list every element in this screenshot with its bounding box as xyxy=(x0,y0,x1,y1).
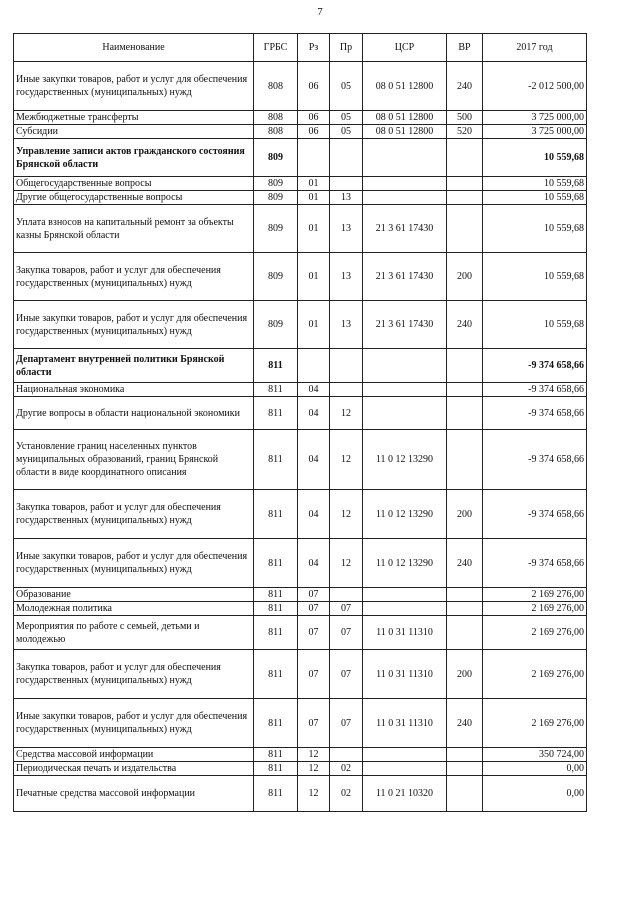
cell-vr xyxy=(447,588,483,602)
cell-name: Субсидии xyxy=(14,125,254,139)
cell-csr xyxy=(363,588,447,602)
cell-csr xyxy=(363,383,447,397)
cell-csr xyxy=(363,397,447,430)
cell-vr xyxy=(447,191,483,205)
cell-grbs: 811 xyxy=(254,490,298,539)
cell-amount: 10 559,68 xyxy=(483,301,587,349)
cell-grbs: 811 xyxy=(254,539,298,588)
cell-grbs: 811 xyxy=(254,699,298,748)
cell-rz: 04 xyxy=(298,397,330,430)
cell-amount: 2 169 276,00 xyxy=(483,650,587,699)
cell-name: Молодежная политика xyxy=(14,602,254,616)
cell-vr xyxy=(447,397,483,430)
cell-name: Управление записи актов гражданского состояния Брянской области xyxy=(14,139,254,177)
cell-csr xyxy=(363,602,447,616)
cell-grbs: 809 xyxy=(254,139,298,177)
cell-vr: 200 xyxy=(447,253,483,301)
table-row xyxy=(14,191,587,205)
cell-amount: 2 169 276,00 xyxy=(483,699,587,748)
cell-amount: -9 374 658,66 xyxy=(483,349,587,383)
cell-name: Образование xyxy=(14,588,254,602)
cell-rz: 01 xyxy=(298,205,330,253)
cell-name: Иные закупки товаров, работ и услуг для обеспечения государственных (муниципальных) нужд xyxy=(14,699,254,748)
cell-vr: 240 xyxy=(447,539,483,588)
cell-grbs: 811 xyxy=(254,602,298,616)
cell-rz: 04 xyxy=(298,430,330,490)
cell-amount: -2 012 500,00 xyxy=(483,62,587,111)
cell-rz: 07 xyxy=(298,602,330,616)
table-row xyxy=(14,776,587,812)
cell-amount: 10 559,68 xyxy=(483,191,587,205)
cell-vr xyxy=(447,383,483,397)
cell-amount: -9 374 658,66 xyxy=(483,430,587,490)
cell-pr: 13 xyxy=(330,191,363,205)
cell-grbs: 809 xyxy=(254,177,298,191)
cell-pr: 02 xyxy=(330,776,363,812)
table-header-row xyxy=(14,34,587,62)
cell-amount: -9 374 658,66 xyxy=(483,383,587,397)
cell-pr xyxy=(330,139,363,177)
table-row xyxy=(14,762,587,776)
table-row xyxy=(14,650,587,699)
cell-grbs: 809 xyxy=(254,301,298,349)
cell-csr: 08 0 51 12800 xyxy=(363,125,447,139)
cell-name: Национальная экономика xyxy=(14,383,254,397)
cell-csr xyxy=(363,177,447,191)
header-pr: Пр xyxy=(330,34,363,62)
cell-grbs: 811 xyxy=(254,762,298,776)
cell-csr xyxy=(363,191,447,205)
cell-amount: 350 724,00 xyxy=(483,748,587,762)
cell-rz: 04 xyxy=(298,490,330,539)
cell-pr: 13 xyxy=(330,253,363,301)
cell-csr xyxy=(363,748,447,762)
cell-csr: 11 0 12 13290 xyxy=(363,539,447,588)
cell-rz: 04 xyxy=(298,539,330,588)
cell-rz: 07 xyxy=(298,588,330,602)
cell-vr: 200 xyxy=(447,490,483,539)
cell-pr xyxy=(330,588,363,602)
cell-csr: 08 0 51 12800 xyxy=(363,111,447,125)
cell-vr xyxy=(447,139,483,177)
cell-rz: 04 xyxy=(298,383,330,397)
cell-pr: 07 xyxy=(330,616,363,650)
cell-name: Установление границ населенных пунктов муниципальных образований, границ Брянской области в виде координатного описания xyxy=(14,430,254,490)
cell-pr xyxy=(330,349,363,383)
cell-vr xyxy=(447,177,483,191)
cell-csr: 11 0 31 11310 xyxy=(363,616,447,650)
cell-pr: 12 xyxy=(330,539,363,588)
cell-grbs: 808 xyxy=(254,125,298,139)
cell-pr: 07 xyxy=(330,699,363,748)
cell-csr: 11 0 12 13290 xyxy=(363,490,447,539)
cell-name: Другие вопросы в области национальной экономики xyxy=(14,397,254,430)
cell-vr xyxy=(447,430,483,490)
cell-vr xyxy=(447,748,483,762)
cell-grbs: 811 xyxy=(254,397,298,430)
cell-vr xyxy=(447,602,483,616)
cell-pr: 05 xyxy=(330,111,363,125)
cell-vr xyxy=(447,616,483,650)
table-row xyxy=(14,602,587,616)
cell-pr xyxy=(330,177,363,191)
cell-csr: 11 0 21 10320 xyxy=(363,776,447,812)
cell-vr: 240 xyxy=(447,62,483,111)
cell-grbs: 811 xyxy=(254,430,298,490)
cell-amount: 10 559,68 xyxy=(483,177,587,191)
cell-grbs: 808 xyxy=(254,62,298,111)
cell-pr: 12 xyxy=(330,397,363,430)
cell-vr: 520 xyxy=(447,125,483,139)
cell-name: Закупка товаров, работ и услуг для обеспечения государственных (муниципальных) нужд xyxy=(14,650,254,699)
cell-grbs: 811 xyxy=(254,616,298,650)
table-row xyxy=(14,205,587,253)
cell-csr xyxy=(363,139,447,177)
cell-amount: 10 559,68 xyxy=(483,205,587,253)
table-row xyxy=(14,699,587,748)
table-row xyxy=(14,301,587,349)
cell-vr xyxy=(447,349,483,383)
header-rz: Рз xyxy=(298,34,330,62)
table-row xyxy=(14,748,587,762)
cell-grbs: 811 xyxy=(254,349,298,383)
cell-name: Периодическая печать и издательства xyxy=(14,762,254,776)
cell-vr xyxy=(447,776,483,812)
cell-rz: 06 xyxy=(298,125,330,139)
cell-rz: 01 xyxy=(298,177,330,191)
cell-amount: 0,00 xyxy=(483,762,587,776)
cell-name: Другие общегосударственные вопросы xyxy=(14,191,254,205)
cell-name: Средства массовой информации xyxy=(14,748,254,762)
cell-grbs: 811 xyxy=(254,650,298,699)
cell-rz: 01 xyxy=(298,301,330,349)
cell-rz xyxy=(298,139,330,177)
cell-name: Общегосударственные вопросы xyxy=(14,177,254,191)
cell-pr xyxy=(330,748,363,762)
cell-rz: 06 xyxy=(298,62,330,111)
table-row xyxy=(14,616,587,650)
table-row xyxy=(14,62,587,111)
table-row xyxy=(14,177,587,191)
cell-amount: -9 374 658,66 xyxy=(483,539,587,588)
cell-csr: 11 0 31 11310 xyxy=(363,699,447,748)
cell-pr: 05 xyxy=(330,125,363,139)
cell-rz: 06 xyxy=(298,111,330,125)
table-row xyxy=(14,430,587,490)
cell-csr: 21 3 61 17430 xyxy=(363,205,447,253)
cell-csr: 21 3 61 17430 xyxy=(363,301,447,349)
cell-rz: 12 xyxy=(298,762,330,776)
cell-rz: 12 xyxy=(298,776,330,812)
cell-pr: 07 xyxy=(330,650,363,699)
cell-rz: 07 xyxy=(298,616,330,650)
cell-amount: 3 725 000,00 xyxy=(483,125,587,139)
cell-rz xyxy=(298,349,330,383)
cell-name: Уплата взносов на капитальный ремонт за объекты казны Брянской области xyxy=(14,205,254,253)
table-row xyxy=(14,490,587,539)
cell-amount: 10 559,68 xyxy=(483,253,587,301)
cell-amount: -9 374 658,66 xyxy=(483,490,587,539)
cell-vr xyxy=(447,762,483,776)
table-row xyxy=(14,125,587,139)
cell-vr: 240 xyxy=(447,699,483,748)
table-row xyxy=(14,253,587,301)
cell-pr: 13 xyxy=(330,205,363,253)
cell-pr: 13 xyxy=(330,301,363,349)
cell-csr: 08 0 51 12800 xyxy=(363,62,447,111)
cell-grbs: 811 xyxy=(254,588,298,602)
table-row xyxy=(14,539,587,588)
table-row xyxy=(14,111,587,125)
cell-vr: 500 xyxy=(447,111,483,125)
cell-amount: 2 169 276,00 xyxy=(483,616,587,650)
cell-pr: 12 xyxy=(330,490,363,539)
cell-name: Печатные средства массовой информации xyxy=(14,776,254,812)
table-row xyxy=(14,383,587,397)
cell-name: Департамент внутренней политики Брянской области xyxy=(14,349,254,383)
table-row xyxy=(14,588,587,602)
cell-amount: 2 169 276,00 xyxy=(483,602,587,616)
header-vr: ВР xyxy=(447,34,483,62)
cell-name: Иные закупки товаров, работ и услуг для обеспечения государственных (муниципальных) нужд xyxy=(14,62,254,111)
cell-grbs: 809 xyxy=(254,205,298,253)
cell-pr: 05 xyxy=(330,62,363,111)
page-number: 7 xyxy=(317,6,323,18)
header-grbs: ГРБС xyxy=(254,34,298,62)
table-row xyxy=(14,139,587,177)
cell-pr: 12 xyxy=(330,430,363,490)
header-csr: ЦСР xyxy=(363,34,447,62)
header-year: 2017 год xyxy=(483,34,587,62)
cell-csr xyxy=(363,349,447,383)
cell-grbs: 809 xyxy=(254,253,298,301)
budget-table xyxy=(13,33,587,812)
cell-grbs: 811 xyxy=(254,776,298,812)
cell-name: Закупка товаров, работ и услуг для обеспечения государственных (муниципальных) нужд xyxy=(14,490,254,539)
cell-csr xyxy=(363,762,447,776)
cell-amount: 0,00 xyxy=(483,776,587,812)
cell-name: Иные закупки товаров, работ и услуг для обеспечения государственных (муниципальных) нужд xyxy=(14,301,254,349)
table-row xyxy=(14,397,587,430)
cell-rz: 12 xyxy=(298,748,330,762)
cell-grbs: 809 xyxy=(254,191,298,205)
cell-vr xyxy=(447,205,483,253)
cell-pr: 07 xyxy=(330,602,363,616)
cell-csr: 11 0 31 11310 xyxy=(363,650,447,699)
cell-vr: 240 xyxy=(447,301,483,349)
cell-grbs: 808 xyxy=(254,111,298,125)
cell-csr: 11 0 12 13290 xyxy=(363,430,447,490)
cell-amount: 3 725 000,00 xyxy=(483,111,587,125)
cell-rz: 07 xyxy=(298,699,330,748)
cell-vr: 200 xyxy=(447,650,483,699)
cell-amount: -9 374 658,66 xyxy=(483,397,587,430)
header-name: Наименование xyxy=(14,34,254,62)
cell-pr: 02 xyxy=(330,762,363,776)
cell-rz: 01 xyxy=(298,191,330,205)
cell-name: Межбюджетные трансферты xyxy=(14,111,254,125)
cell-grbs: 811 xyxy=(254,383,298,397)
cell-pr xyxy=(330,383,363,397)
cell-rz: 07 xyxy=(298,650,330,699)
cell-amount: 10 559,68 xyxy=(483,139,587,177)
cell-grbs: 811 xyxy=(254,748,298,762)
cell-amount: 2 169 276,00 xyxy=(483,588,587,602)
cell-name: Иные закупки товаров, работ и услуг для обеспечения государственных (муниципальных) нужд xyxy=(14,539,254,588)
cell-name: Мероприятия по работе с семьей, детьми и молодежью xyxy=(14,616,254,650)
table-row xyxy=(14,349,587,383)
cell-rz: 01 xyxy=(298,253,330,301)
cell-csr: 21 3 61 17430 xyxy=(363,253,447,301)
cell-name: Закупка товаров, работ и услуг для обеспечения государственных (муниципальных) нужд xyxy=(14,253,254,301)
